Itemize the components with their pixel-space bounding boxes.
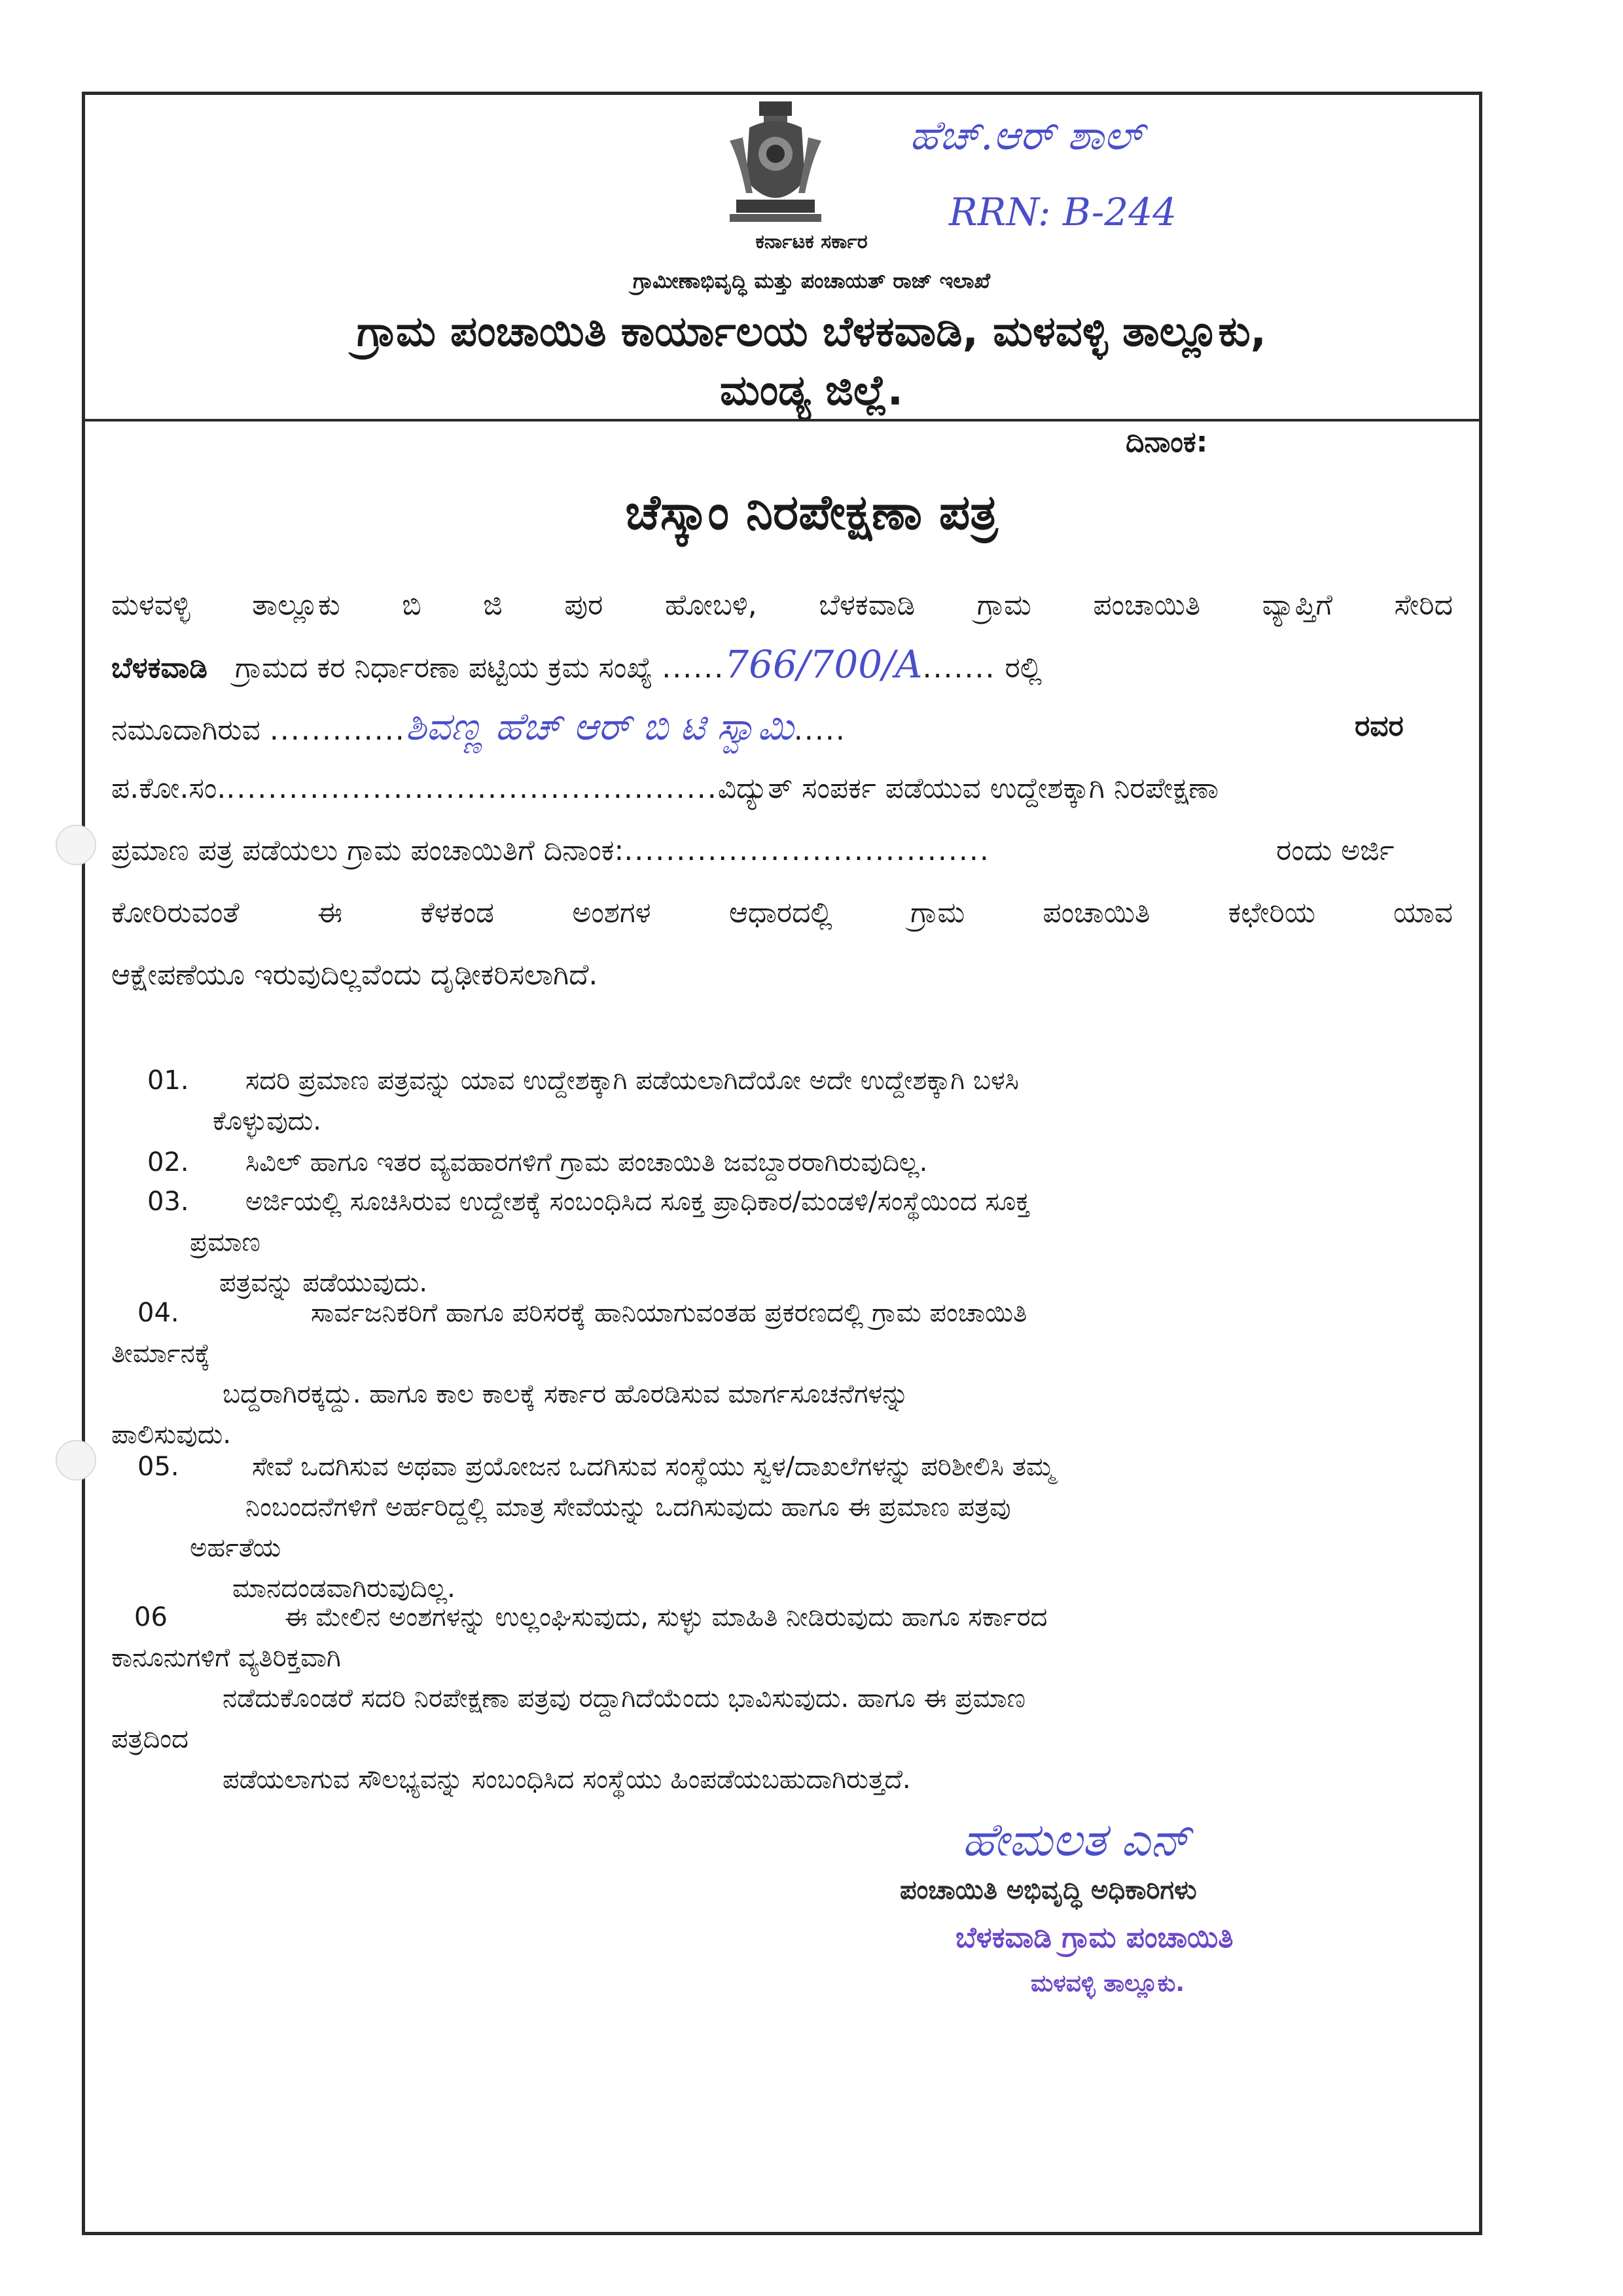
- condition-line: ಈ ಮೇಲಿನ ಅಂಶಗಳನ್ನು ಉಲ್ಲಂಘಿಸುವುದು, ಸುಳ್ಳು ಮಾಹಿತಿ ನೀಡಿರುವುದು ಹಾಗೂ ಸರ್ಕಾರದ: [285, 1602, 1048, 1632]
- condition-line: ಪ್ರಮಾಣ: [190, 1227, 260, 1257]
- body-line-3-end: ರವರ: [1355, 709, 1404, 743]
- condition-line: ಬದ್ದರಾಗಿರಕ್ಕದ್ದು. ಹಾಗೂ ಕಾಲ ಕಾಲಕ್ಕೆ ಸರ್ಕಾರ ಹೊರಡಿಸುವ ಮಾರ್ಗಸೂಚನೆಗಳನ್ನು: [223, 1379, 909, 1409]
- condition-number: 06: [134, 1602, 168, 1632]
- applicant-dots-right: .....: [793, 713, 846, 747]
- pks-label: ಪ.ಕೋ.ಸಂ.: [111, 772, 226, 805]
- condition-line: ತೀರ್ಮಾನಕ್ಕೆ: [111, 1338, 211, 1369]
- condition-2: [111, 1142, 1453, 1183]
- condition-line: ನಡೆದುಕೊಂಡರೆ ಸದರಿ ನಿರಪೇಕ್ಷಣಾ ಪತ್ರವು ರದ್ದಾಗಿದೆಯೆಂದು ಭಾವಿಸುವುದು. ಹಾಗೂ ಈ ಪ್ರಮಾಣ: [223, 1683, 1026, 1713]
- officer-designation: ಪಂಚಾಯಿತಿ ಅಭಿವೃದ್ಧಿ ಅಧಿಕಾರಿಗಳು: [900, 1875, 1197, 1905]
- handwritten-name: ಹೆಚ್.ಆರ್ ಶಾಲ್: [910, 111, 1144, 159]
- body-line-5: [111, 828, 1453, 874]
- condition-number: 02.: [147, 1147, 189, 1177]
- pks-dots: ...............................................: [226, 772, 718, 805]
- condition-number: 04.: [137, 1298, 179, 1328]
- emblem-caption: ಕರ್ನಾಟಕ ಸರ್ಕಾರ: [755, 230, 868, 253]
- date-label: ದಿನಾಂಕ:: [1126, 425, 1208, 459]
- condition-line: ಸಾರ್ವಜನಿಕರಿಗೆ ಹಾಗೂ ಪರಿಸರಕ್ಕೆ ಹಾನಿಯಾಗುವಂತಹ ಪ್ರಕರಣದಲ್ಲಿ ಗ್ರಾಮ ಪಂಚಾಯಿತಿ: [311, 1298, 1027, 1328]
- condition-line: ಪಾಲಿಸುವುದು.: [111, 1420, 232, 1450]
- condition-line: ಕೊಳ್ಳುವುದು.: [213, 1106, 321, 1136]
- condition-number: 01.: [147, 1066, 189, 1096]
- condition-line: ಸಿವಿಲ್ ಹಾಗೂ ಇತರ ವ್ಯವಹಾರಗಳಿಗೆ ಗ್ರಾಮ ಪಂಚಾಯಿತಿ ಜವಬ್ದಾರರಾಗಿರುವುದಿಲ್ಲ.: [245, 1147, 928, 1177]
- handwritten-rrn: RRN: B-244: [949, 190, 1177, 234]
- condition-line: ಅರ್ಹತೆಯ: [190, 1533, 281, 1563]
- office-line-1: ಗ್ರಾಮ ಪಂಚಾಯಿತಿ ಕಾರ್ಯಾಲಯ ಬೆಳಕವಾಡಿ, ಮಳವಳ್ಳಿ ತಾಲ್ಲೂಕು,: [357, 308, 1266, 356]
- karnataka-emblem-icon: [723, 101, 828, 226]
- body-line-4-text: ವಿದ್ಯುತ್ ಸಂಪರ್ಕ ಪಡೆಯುವ ಉದ್ದೇಶಕ್ಕಾಗಿ ನಿರಪೇಕ್ಷಣಾ: [717, 772, 1219, 805]
- condition-3: [111, 1181, 1453, 1303]
- register-number-field: ......: [662, 651, 725, 685]
- applicant-dots-left: .............: [269, 713, 406, 747]
- condition-line: ನಿಂಬಂದನೆಗಳಿಗೆ ಅರ್ಹರಿದ್ದಲ್ಲಿ ಮಾತ್ರ ಸೇವೆಯನ್ನು ಒದಗಿಸುವುದು ಹಾಗೂ ಈ ಪ್ರಮಾಣ ಪತ್ರವು: [245, 1492, 1011, 1522]
- seal-line-2: ಮಳವಳ್ಳಿ ತಾಲ್ಲೂಕು.: [1031, 1970, 1185, 1997]
- condition-line: ಪಡೆಯಲಾಗುವ ಸೌಲಭ್ಯವನ್ನು ಸಂಬಂಧಿಸಿದ ಸಂಸ್ಥೆಯು ಹಿಂಪಡೆಯಬಹುದಾಗಿರುತ್ತದೆ.: [223, 1765, 911, 1795]
- body-line-7: ಆಕ್ಷೇಪಣೆಯೂ ಇರುವುದಿಲ್ಲವೆಂದು ದೃಢೀಕರಿಸಲಾಗಿದೆ.: [111, 958, 598, 992]
- body-line-2-text: ಗ್ರಾಮದ ಕರ ನಿರ್ಧಾರಣಾ ಪಟ್ಟಿಯ ಕ್ರಮ ಸಂಖ್ಯೆ: [234, 651, 653, 685]
- body-line-5-end: ರಂದು ಅರ್ಜಿ: [1276, 834, 1395, 867]
- condition-line: ಪತ್ರವನ್ನು ಪಡೆಯುವುದು.: [219, 1268, 428, 1298]
- condition-line: ಮಾನದಂಡವಾಗಿರುವುದಿಲ್ಲ.: [232, 1573, 455, 1604]
- header-divider: [82, 419, 1482, 422]
- village-name: ಬೆಳಕವಾಡಿ: [111, 651, 208, 685]
- body-line-2-end: ರಲ್ಲಿ: [1005, 651, 1043, 685]
- body-line-5-text: ಪ್ರಮಾಣ ಪತ್ರ ಪಡೆಯಲು ಗ್ರಾಮ ಪಂಚಾಯಿತಿಗೆ ದಿನಾಂಕ:: [111, 834, 624, 867]
- body-line-6: ಕೋರಿರುವಂತೆ ಈ ಕೆಳಕಂಡ ಅಂಶಗಳ ಆಧಾರದಲ್ಲಿ ಗ್ರಾಮ ಪಂಚಾಯಿತಿ ಕಛೇರಿಯ ಯಾವ: [111, 896, 1453, 929]
- condition-line: ಕಾನೂನುಗಳಿಗೆ ವ್ಯತಿರಿಕ್ತವಾಗಿ: [111, 1643, 341, 1673]
- punch-hole: [56, 1440, 96, 1480]
- condition-line: ಅರ್ಜಿಯಲ್ಲಿ ಸೂಚಿಸಿರುವ ಉದ್ದೇಶಕ್ಕೆ ಸಂಬಂಧಿಸಿದ ಸೂಕ್ತ ಪ್ರಾಧಿಕಾರ/ಮಂಡಳಿ/ಸಂಸ್ಥೆಯಿಂದ ಸೂಕ್ತ: [245, 1187, 1030, 1217]
- condition-4: [111, 1293, 1453, 1455]
- condition-6: [111, 1597, 1453, 1800]
- register-number-value: 766/700/A: [724, 642, 923, 687]
- condition-number: 03.: [147, 1187, 189, 1217]
- seal-line-1: ಬೆಳಕವಾಡಿ ಗ್ರಾಮ ಪಂಚಾಯಿತಿ: [955, 1921, 1234, 1954]
- body-line-2: [111, 641, 1453, 691]
- page-title: ಚೆಸ್ಕಾಂ ನಿರಪೇಕ್ಷಣಾ ಪತ್ರ: [625, 484, 998, 541]
- department-name: ಗ್ರಾಮೀಣಾಭಿವೃದ್ಧಿ ಮತ್ತು ಪಂಚಾಯತ್ ರಾಜ್ ಇಲಾಖೆ: [632, 268, 991, 293]
- condition-number: 05.: [137, 1452, 179, 1482]
- office-line-2: ಮಂಡ್ಯ ಜಿಲ್ಲೆ.: [719, 367, 904, 415]
- condition-line: ಪತ್ರದಿಂದ: [111, 1724, 188, 1754]
- condition-1: [111, 1060, 1453, 1141]
- body-line-4: [111, 766, 1453, 812]
- register-number-dots: .......: [922, 651, 996, 685]
- condition-line: ಸೇವೆ ಒದಗಿಸುವ ಅಥವಾ ಪ್ರಯೋಜನ ಒದಗಿಸುವ ಸಂಸ್ಥೆಯು ಸ್ವಳ/ದಾಖಲೆಗಳನ್ನು ಪರಿಶೀಲಿಸಿ ತಮ್ಮ: [252, 1452, 1055, 1482]
- punch-hole: [56, 825, 96, 865]
- applicant-name-value: ಶಿವಣ್ಣ ಹೆಚ್ ಆರ್ ಬಿ ಟಿ ಸ್ವಾಮಿ: [405, 704, 794, 749]
- condition-5: [111, 1446, 1453, 1609]
- signature: ಹೇಮಲತ ಎನ್: [962, 1813, 1191, 1867]
- body-line-3-text: ನಮೂದಾಗಿರುವ: [111, 713, 260, 747]
- body-line-3: [111, 704, 1453, 753]
- condition-line: ಸದರಿ ಪ್ರಮಾಣ ಪತ್ರವನ್ನು ಯಾವ ಉದ್ದೇಶಕ್ಕಾಗಿ ಪಡೆಯಲಾಗಿದೆಯೋ ಅದೇ ಉದ್ದೇಶಕ್ಕಾಗಿ ಬಳಸಿ: [245, 1066, 1019, 1096]
- body-line-1: ಮಳವಳ್ಳಿ ತಾಲ್ಲೂಕು ಬಿ ಜಿ ಪುರ ಹೋಬಳಿ, ಬೆಳಕವಾಡಿ ಗ್ರಾಮ ಪಂಚಾಯಿತಿ ವ್ಯಾಪ್ತಿಗೆ ಸೇರಿದ: [111, 588, 1453, 622]
- application-date-dots: ...................................: [624, 834, 990, 867]
